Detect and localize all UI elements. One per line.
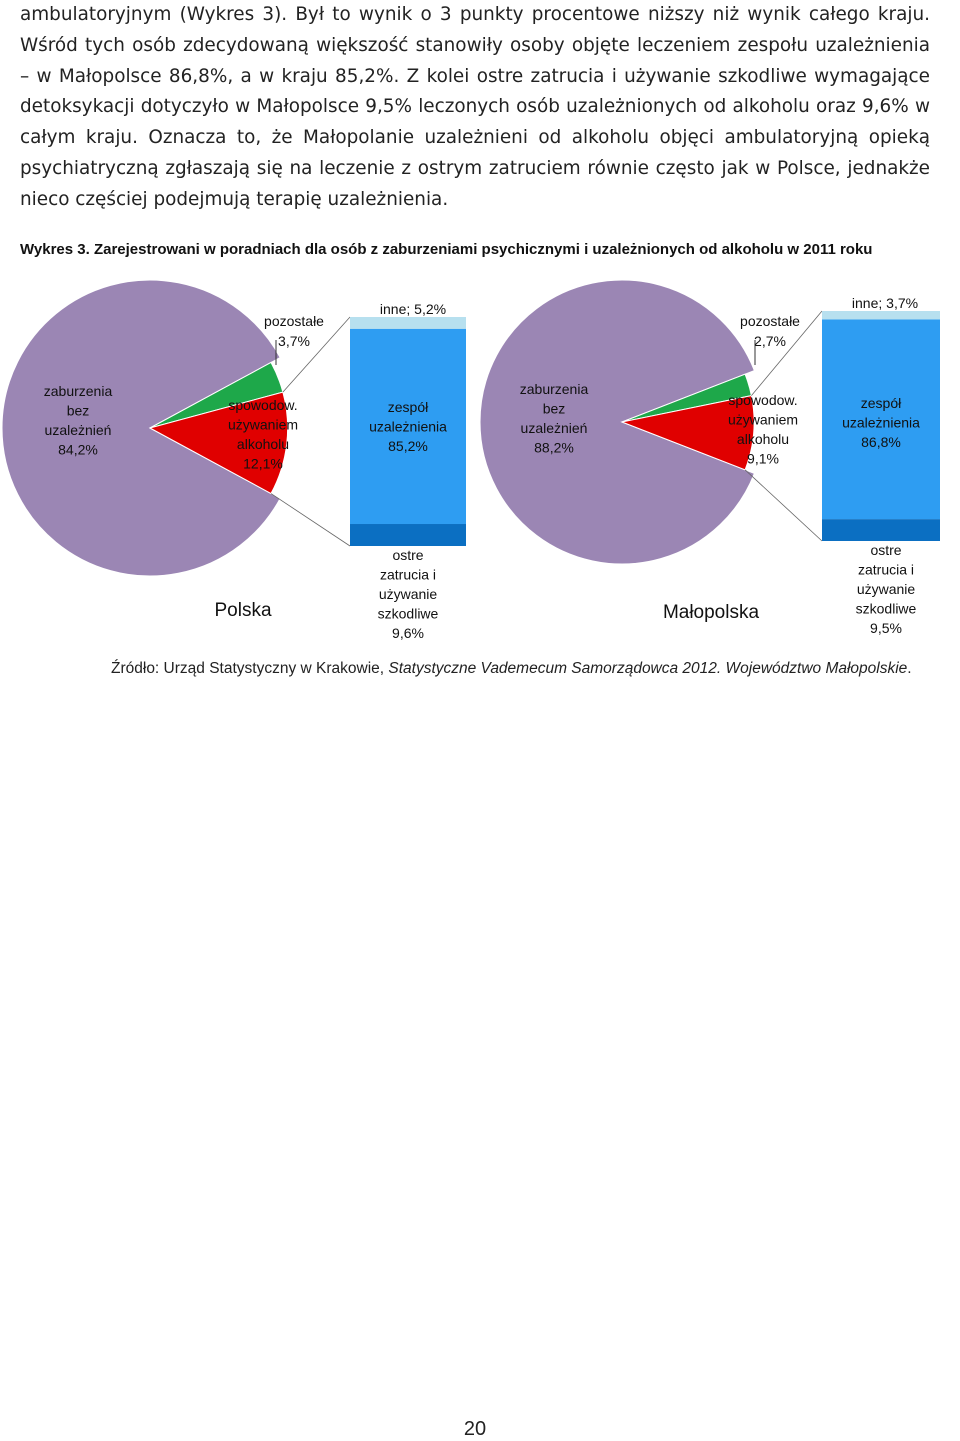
connector-line [271,494,350,546]
bar-label: ostre zatrucia i używanie szkodliwe 9,6% [377,547,439,641]
bar-segment [822,519,940,541]
bar-segment [350,317,466,329]
bar-segment [350,524,466,546]
chart-area [0,270,960,655]
pie-label: zaburzenia bez uzależnień 88,2% [519,381,589,456]
pie-label: spowodow. używaniem alkoholu 12,1% [227,397,299,472]
chart-region-title: Polska [214,600,272,621]
bar-label: zespół uzależnienia 85,2% [369,399,447,454]
source-title: Statystyczne Vademecum Samorządowca 2012. Województwo Małopolskie [388,660,908,677]
source-prefix: Źródło: Urząd Statystyczny w Krakowie, [111,660,389,677]
bar-label: zespół uzależnienia 86,8% [842,395,920,450]
pie-label: zaburzenia bez uzależnień 84,2% [43,383,113,458]
bar-label: ostre zatrucia i używanie szkodliwe 9,5% [855,542,917,636]
pie-label: spowodow. używaniem alkoholu 9,1% [727,392,799,467]
chart-region-title: Małopolska [662,602,760,623]
intro-paragraph: ambulatoryjnym (Wykres 3). Był to wynik o 3 punkty procentowe niższy niż wynik całego kraju. Wśród tych osób zdecydowaną większość stanowiły osoby objęte leczeniem zespołu uzależnienia – w Małopolsce 86,8%, a w kraju 85,2%. Z kolei ostre zatrucia i używanie szkodliwe wymagające detoksykacji dotyczyło w Małopolsce 9,5% leczonych osób uzależnionych od alkoholu oraz 9,6% w całym kraju. Oznacza to, że Małopolanie uzależnieni od alkoholu objęci ambulatoryjną opieką psychiatryczną zgłaszają się na leczenie z ostrym zatruciem równie często jak w Polsce, jednakże nieco częściej podejmują terapię uzależnienia. [20,4,930,210]
bar-label: inne; 3,7% [851,295,919,311]
pie-label: pozostałe 3,7% [264,313,324,349]
bar-label: inne; 5,2% [379,301,447,317]
chart-title [20,241,950,258]
chart-title-text: Zarejestrowani w poradniach dla osób z zaburzeniami psychicznymi i uzależnionych od alkoholu w 2011 roku [93,241,873,258]
connector-line [745,470,822,541]
page-number: 20 [463,1418,487,1440]
source-note [111,660,956,678]
pie-label: pozostałe 2,7% [740,313,800,349]
bar-segment [822,311,940,320]
chart-title-prefix: Wykres 3. [20,241,90,258]
source-suffix: . [907,660,912,677]
